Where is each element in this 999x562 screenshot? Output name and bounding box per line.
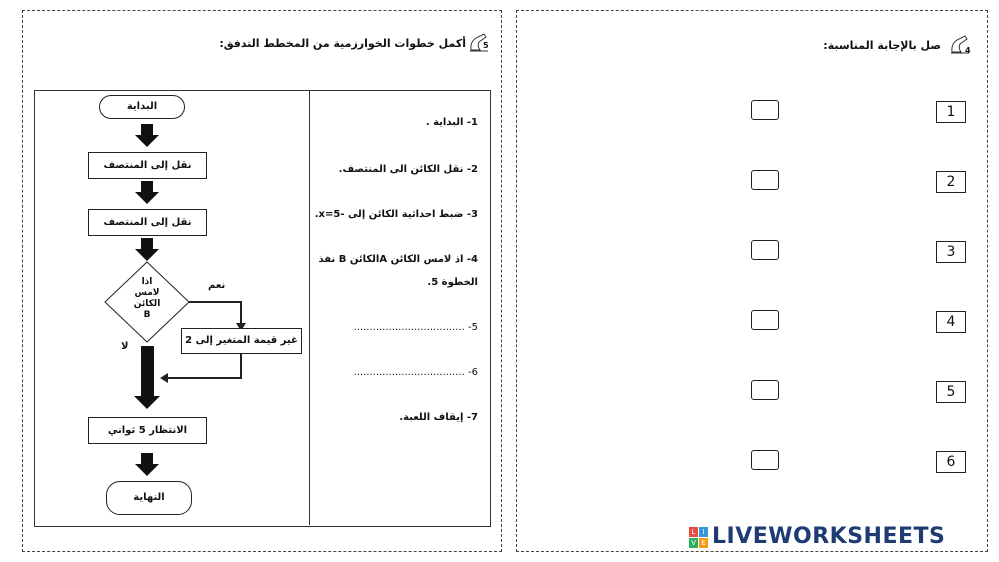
- row-number-box: 2: [936, 171, 966, 193]
- step-5-blank[interactable]: 5- ...................................: [353, 322, 478, 333]
- hand-pencil-icon: [949, 34, 971, 56]
- return-line: [165, 352, 241, 378]
- liveworksheets-logo: [689, 524, 989, 552]
- answer-box[interactable]: [751, 100, 779, 120]
- yes-label: نعم: [208, 280, 226, 291]
- flowchart-wait: الانتظار 5 ثواني: [88, 417, 207, 444]
- left-title: أكمل خطوات الخوارزمية من المخطط التدفق:: [219, 37, 466, 50]
- step-2: 2- نقل الكائن الى المنتصف.: [338, 164, 478, 175]
- step-1: 1- البداية .: [425, 117, 478, 128]
- row-number-box: 4: [936, 311, 966, 333]
- right-title-row: [750, 34, 985, 56]
- logo-text: LIVEWORKSHEETS: [712, 524, 946, 549]
- flowchart-step1: نقل إلى المنتصف: [88, 152, 207, 179]
- no-label: لا: [121, 341, 129, 352]
- left-task-number: 5: [483, 41, 489, 50]
- decision-text: اذا لامس الكائن B: [133, 277, 161, 320]
- answer-box[interactable]: [751, 240, 779, 260]
- step-4: 4- اذ لامس الكائن Aالكائن B نفذ: [318, 254, 478, 265]
- flowchart-end: النهاية: [106, 481, 192, 515]
- arrow-down-2: [135, 181, 159, 204]
- answer-box[interactable]: [751, 380, 779, 400]
- logo-tile-e: E: [699, 538, 708, 548]
- right-task-number: 4: [965, 46, 971, 55]
- row-number-box: 5: [936, 381, 966, 403]
- row-number-box: 3: [936, 241, 966, 263]
- right-title: صل بالإجابة المناسبة:: [823, 39, 941, 52]
- step-3: 3- ضبط احداثية الكائن إلى -5=x.: [314, 209, 478, 220]
- row-number-box: 1: [936, 101, 966, 123]
- logo-tile-v: V: [689, 538, 698, 548]
- logo-tile-i: I: [699, 527, 708, 537]
- flowchart-step2: نقل إلى المنتصف: [88, 209, 207, 236]
- answer-box[interactable]: [751, 310, 779, 330]
- answer-box[interactable]: [751, 450, 779, 470]
- step-7: 7- إيقاف اللعبة.: [399, 412, 478, 423]
- arrow-down-4: [135, 453, 159, 476]
- flowchart-start: البداية: [99, 95, 185, 119]
- answer-box[interactable]: [751, 170, 779, 190]
- arrow-down-no: [134, 346, 160, 409]
- flowchart-change-variable: غير قيمة المتغير إلى 2: [181, 328, 302, 354]
- row-number-box: 6: [936, 451, 966, 473]
- step-6-blank[interactable]: 6- ...................................: [353, 367, 478, 378]
- right-worksheet-panel: [516, 10, 988, 552]
- arrow-down-1: [135, 124, 159, 147]
- step-4-cont: الخطوة 5.: [427, 277, 478, 288]
- logo-tiles: [689, 527, 709, 549]
- arrow-down-3: [135, 238, 159, 261]
- yes-branch-line: [189, 302, 241, 327]
- logo-tile-l: L: [689, 527, 698, 537]
